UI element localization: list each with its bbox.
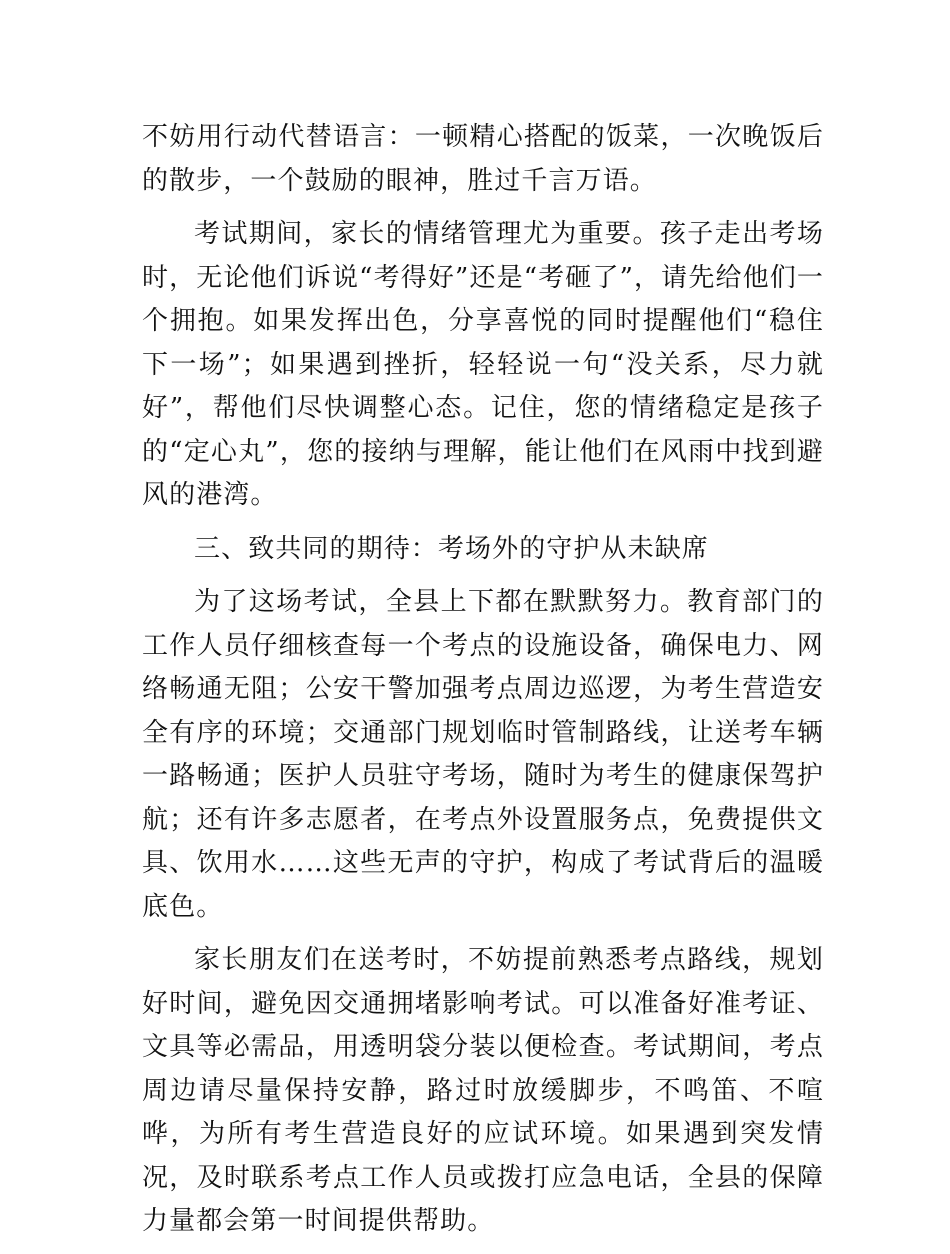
section-heading-3: 三、致共同的期待：考场外的守护从未缺席 [194,533,709,564]
document-body [142,116,824,1254]
paragraph-2: 考试期间，家长的情绪管理尤为重要。孩子走出考场时，无论他们诉说“考得好”还是“考砸了”，请先给他们一个拥抱。如果发挥出色，分享喜悦的同时提醒他们“稳住下一场”；如果遇到挫折，轻轻说一句“没关系，尽力就好”，帮他们尽快调整心态。记住，您的情绪稳定是孩子的“定心丸”，您的接纳与理解，能让他们在风雨中找到避风的港湾。 [142,219,824,510]
paragraph-4: 为了这场考试，全县上下都在默默努力。教育部门的工作人员仔细核查每一个考点的设施设备，确保电力、网络畅通无阻；公安干警加强考点周边巡逻，为考生营造安全有序的环境；交通部门规划临时管制路线，让送考车辆一路畅通；医护人员驻守考场，随时为考生的健康保驾护航；还有许多志愿者，在考点外设置服务点，免费提供文具、饮用水……这些无声的守护，构成了考试背后的温暖底色。 [142,587,824,922]
paragraph-5: 家长朋友们在送考时，不妨提前熟悉考点路线，规划好时间，避免因交通拥堵影响考试。可以准备好准考证、文具等必需品，用透明袋分装以便检查。考试期间，考点周边请尽量保持安静，路过时放缓脚步，不鸣笛、不喧哗，为所有考生营造良好的应试环境。如果遇到突发情况，及时联系考点工作人员或拨打应急电话，全县的保障力量都会第一时间提供帮助。 [142,945,824,1236]
paragraph-1: 不妨用行动代替语言：一顿精心搭配的饭菜，一次晚饭后的散步，一个鼓励的眼神，胜过千言万语。 [142,122,824,196]
